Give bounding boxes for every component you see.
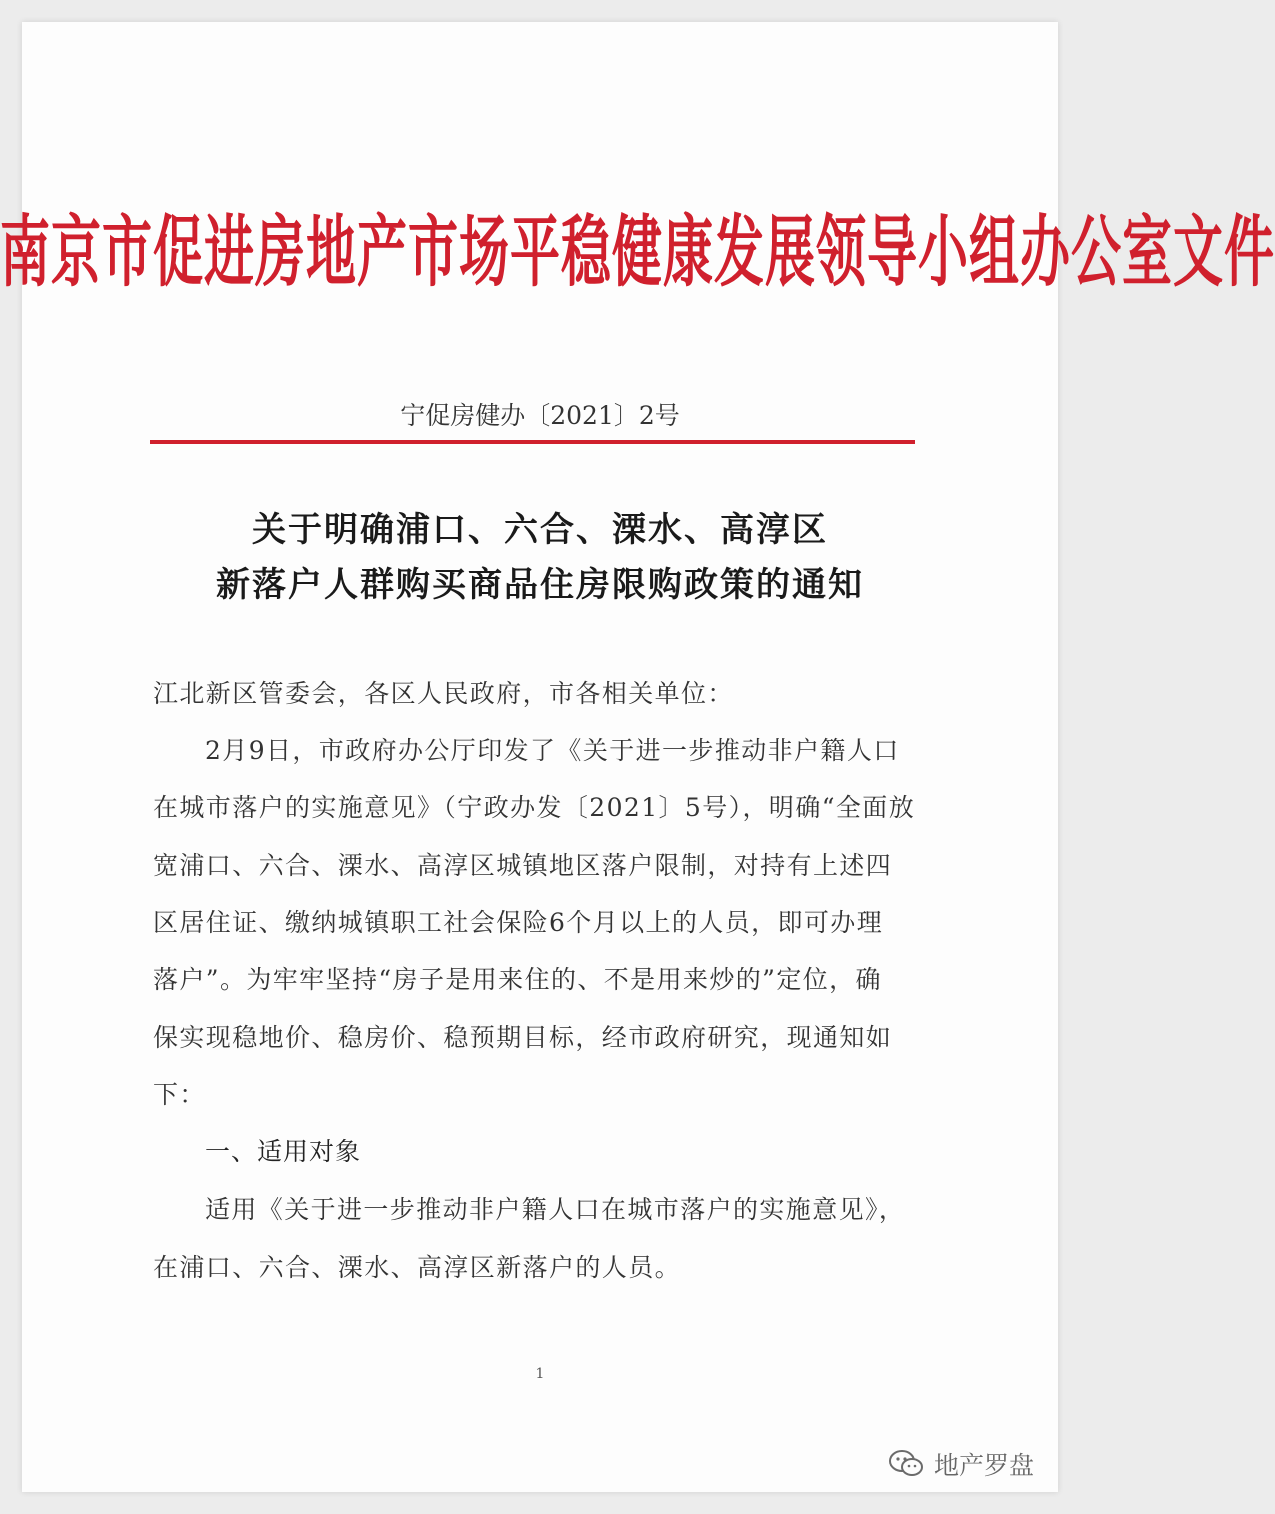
red-divider — [150, 440, 915, 444]
issuer-title: 南京市促进房地产市场平稳健康发展领导小组办公室文件 — [0, 207, 1275, 297]
wechat-icon — [888, 1449, 926, 1479]
paragraph-line: 在城市落户的实施意见》（宁政办发〔2021〕5号），明确“全面放 — [153, 793, 916, 822]
paragraph-line: 适用《关于进一步推动非户籍人口在城市落户的实施意见》， — [205, 1195, 906, 1224]
notice-title-line-1: 关于明确浦口、六合、溧水、高淳区 — [252, 510, 828, 550]
watermark — [888, 1446, 1034, 1482]
addressee: 江北新区管委会，各区人民政府，市各相关单位： — [153, 679, 734, 708]
paragraph-line: 区居住证、缴纳城镇职工社会保险6个月以上的人员，即可办理 — [153, 908, 884, 937]
page-number: 1 — [535, 1366, 545, 1382]
paragraph-line: 保实现稳地价、稳房价、稳预期目标，经市政府研究，现通知如 — [153, 1023, 893, 1052]
document-number: 宁促房健办〔2021〕2号 — [400, 401, 680, 430]
paragraph-line: 在浦口、六合、溧水、高淳区新落户的人员。 — [153, 1253, 682, 1282]
paragraph-line: 2月9日，市政府办公厅印发了《关于进一步推动非户籍人口 — [205, 736, 900, 765]
section-heading: 一、适用对象 — [205, 1137, 362, 1166]
paragraph-line: 落户”。为牢牢坚持“房子是用来住的、不是用来炒的”定位，确 — [153, 965, 882, 994]
notice-title-line-2: 新落户人群购买商品住房限购政策的通知 — [216, 565, 864, 605]
paragraph-line: 下： — [153, 1080, 206, 1109]
watermark-text: 地产罗盘 — [934, 1451, 1035, 1480]
paragraph-line: 宽浦口、六合、溧水、高淳区城镇地区落户限制，对持有上述四 — [153, 851, 893, 880]
